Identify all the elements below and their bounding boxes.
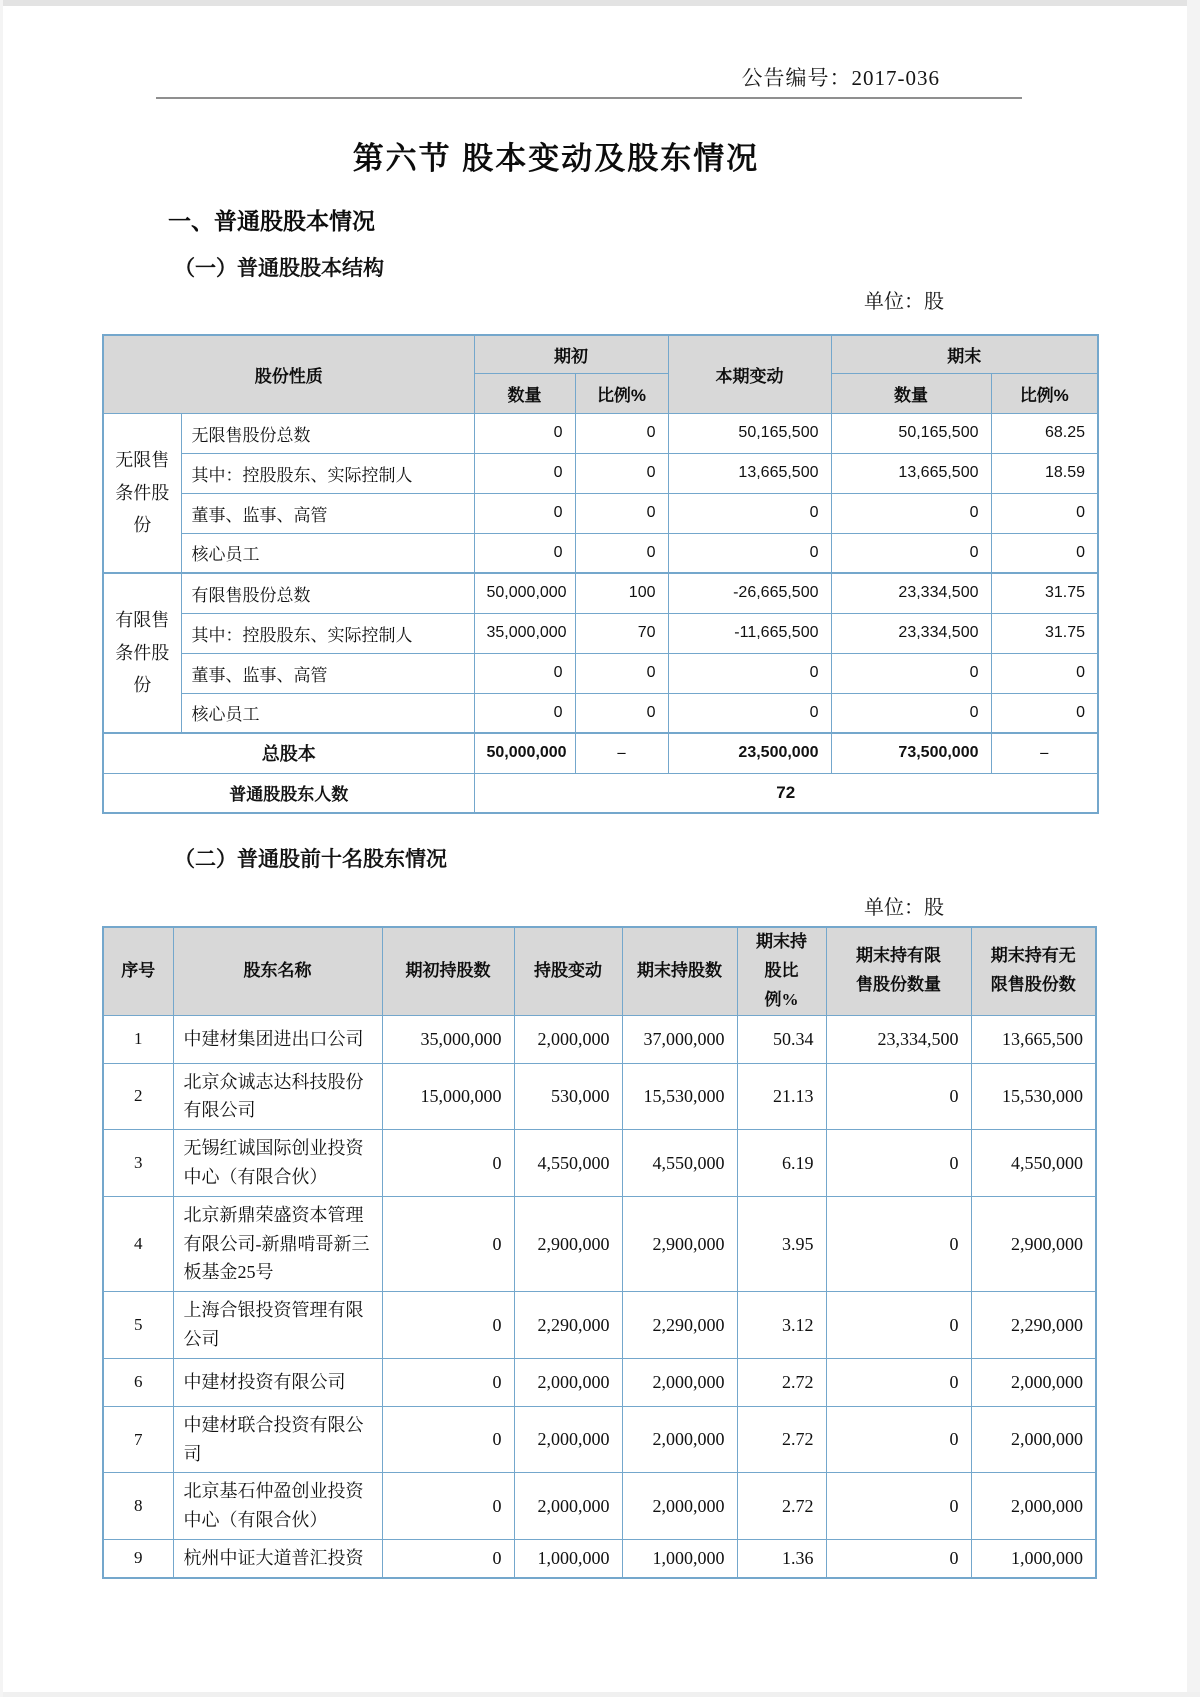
total-capital-row bbox=[103, 733, 1098, 773]
share-structure-table bbox=[102, 334, 1099, 814]
value-cell: 0 bbox=[474, 413, 575, 453]
value-cell: 2,000,000 bbox=[971, 1358, 1096, 1406]
value-cell: 15,530,000 bbox=[622, 1063, 737, 1130]
rank-cell: 8 bbox=[103, 1473, 173, 1540]
value-cell: 0 bbox=[826, 1406, 971, 1473]
value-cell: 0 bbox=[831, 493, 991, 533]
table1-header-row-1 bbox=[103, 335, 1098, 373]
value-cell: 23,334,500 bbox=[831, 613, 991, 653]
share-class-name: 有限售股份总数 bbox=[181, 573, 474, 613]
page-title: 第六节 股本变动及股东情况 bbox=[352, 141, 760, 176]
column-header-quantity: 数量 bbox=[831, 373, 991, 413]
share-structure-row bbox=[103, 573, 1098, 613]
value-cell: 0 bbox=[382, 1473, 514, 1540]
shareholder-name: 中建材投资有限公司 bbox=[173, 1358, 382, 1406]
column-header-period-end: 期末 bbox=[831, 335, 1098, 373]
value-cell: 2,000,000 bbox=[514, 1473, 622, 1540]
value-cell: 50,165,500 bbox=[668, 413, 831, 453]
scan-edge-top bbox=[0, 0, 1200, 6]
value-cell: 21.13 bbox=[737, 1063, 826, 1130]
value-cell: 35,000,000 bbox=[382, 1015, 514, 1063]
value-cell: 4,550,000 bbox=[622, 1130, 737, 1197]
value-cell: 37,000,000 bbox=[622, 1015, 737, 1063]
shareholder-name: 中建材集团进出口公司 bbox=[173, 1015, 382, 1063]
value-cell: 2,000,000 bbox=[514, 1015, 622, 1063]
value-cell: 0 bbox=[668, 653, 831, 693]
value-cell: 0 bbox=[826, 1130, 971, 1197]
share-structure-row bbox=[103, 453, 1098, 493]
value-cell: 0 bbox=[668, 533, 831, 573]
value-cell: 2,290,000 bbox=[971, 1292, 1096, 1359]
scan-edge-left bbox=[0, 0, 3, 1697]
rank-cell: 2 bbox=[103, 1063, 173, 1130]
value-cell: 2,290,000 bbox=[622, 1292, 737, 1359]
column-header-current-change: 本期变动 bbox=[668, 335, 831, 413]
value-cell: 15,530,000 bbox=[971, 1063, 1096, 1130]
value-cell: 0 bbox=[826, 1063, 971, 1130]
value-cell: 0 bbox=[826, 1358, 971, 1406]
column-header: 股东名称 bbox=[173, 927, 382, 1015]
rank-cell: 3 bbox=[103, 1130, 173, 1197]
share-class-name: 董事、监事、高管 bbox=[181, 493, 474, 533]
value-cell: 1,000,000 bbox=[622, 1540, 737, 1578]
value-cell: 0 bbox=[474, 453, 575, 493]
column-header-ratio: 比例% bbox=[991, 373, 1098, 413]
value-cell: 13,665,500 bbox=[668, 453, 831, 493]
shareholder-row bbox=[103, 1540, 1096, 1578]
value-cell: 0 bbox=[991, 693, 1098, 733]
value-cell: 2,900,000 bbox=[622, 1196, 737, 1291]
shareholder-name: 北京新鼎荣盛资本管理有限公司-新鼎啃哥新三板基金25号 bbox=[173, 1196, 382, 1291]
value-cell: 1,000,000 bbox=[971, 1540, 1096, 1578]
value-cell: 0 bbox=[382, 1540, 514, 1578]
shareholder-name: 中建材联合投资有限公司 bbox=[173, 1406, 382, 1473]
value-cell: 3.12 bbox=[737, 1292, 826, 1359]
value-cell: 2,000,000 bbox=[971, 1473, 1096, 1540]
value-cell: 4,550,000 bbox=[971, 1130, 1096, 1197]
value-cell: 23,500,000 bbox=[668, 733, 831, 773]
share-structure-row bbox=[103, 533, 1098, 573]
value-cell: – bbox=[991, 733, 1098, 773]
value-cell: 73,500,000 bbox=[831, 733, 991, 773]
value-cell: 0 bbox=[826, 1473, 971, 1540]
share-class-name: 其中：控股股东、实际控制人 bbox=[181, 613, 474, 653]
value-cell: 0 bbox=[474, 533, 575, 573]
value-cell: 15,000,000 bbox=[382, 1063, 514, 1130]
value-cell: 2,290,000 bbox=[514, 1292, 622, 1359]
value-cell: 0 bbox=[575, 653, 668, 693]
value-cell: 6.19 bbox=[737, 1130, 826, 1197]
value-cell: 2.72 bbox=[737, 1406, 826, 1473]
value-cell: 0 bbox=[474, 493, 575, 533]
shareholder-row bbox=[103, 1292, 1096, 1359]
shareholder-row bbox=[103, 1015, 1096, 1063]
share-structure-row bbox=[103, 413, 1098, 453]
value-cell: 0 bbox=[382, 1130, 514, 1197]
column-header-ratio: 比例% bbox=[575, 373, 668, 413]
share-class-name: 核心员工 bbox=[181, 533, 474, 573]
value-cell: 0 bbox=[382, 1292, 514, 1359]
value-cell: 0 bbox=[668, 493, 831, 533]
value-cell: 35,000,000 bbox=[474, 613, 575, 653]
value-cell: 50,000,000 bbox=[474, 733, 575, 773]
shareholder-name: 杭州中证大道普汇投资 bbox=[173, 1540, 382, 1578]
value-cell: 68.25 bbox=[991, 413, 1098, 453]
rank-cell: 4 bbox=[103, 1196, 173, 1291]
shareholder-row bbox=[103, 1130, 1096, 1197]
header-rule bbox=[156, 97, 1022, 99]
shareholder-count-label: 普通股股东人数 bbox=[103, 773, 474, 813]
value-cell: 2,000,000 bbox=[622, 1358, 737, 1406]
column-header: 期末持有限售股份数量 bbox=[826, 927, 971, 1015]
value-cell: 0 bbox=[991, 533, 1098, 573]
shareholder-row bbox=[103, 1063, 1096, 1130]
share-class-name: 无限售股份总数 bbox=[181, 413, 474, 453]
value-cell: 0 bbox=[991, 493, 1098, 533]
column-header: 期末持股比例% bbox=[737, 927, 826, 1015]
column-header: 期末持有无限售股份数 bbox=[971, 927, 1096, 1015]
shareholder-name: 上海合银投资管理有限公司 bbox=[173, 1292, 382, 1359]
value-cell: 50,000,000 bbox=[474, 573, 575, 613]
shareholder-row bbox=[103, 1406, 1096, 1473]
value-cell: 0 bbox=[474, 693, 575, 733]
column-header: 期末持股数 bbox=[622, 927, 737, 1015]
value-cell: 0 bbox=[382, 1196, 514, 1291]
value-cell: 0 bbox=[575, 413, 668, 453]
value-cell: 2.72 bbox=[737, 1473, 826, 1540]
value-cell: 0 bbox=[668, 693, 831, 733]
share-class-name: 董事、监事、高管 bbox=[181, 653, 474, 693]
value-cell: – bbox=[575, 733, 668, 773]
shareholder-name: 北京基石仲盈创业投资中心（有限合伙） bbox=[173, 1473, 382, 1540]
shareholder-row bbox=[103, 1358, 1096, 1406]
shareholder-name: 无锡红诚国际创业投资中心（有限合伙） bbox=[173, 1130, 382, 1197]
shareholder-count-row bbox=[103, 773, 1098, 813]
share-structure-row bbox=[103, 493, 1098, 533]
value-cell: 0 bbox=[826, 1540, 971, 1578]
share-structure-row bbox=[103, 693, 1098, 733]
share-class-name: 核心员工 bbox=[181, 693, 474, 733]
column-header: 持股变动 bbox=[514, 927, 622, 1015]
column-header-period-begin: 期初 bbox=[474, 335, 668, 373]
value-cell: 4,550,000 bbox=[514, 1130, 622, 1197]
column-header-share-nature: 股份性质 bbox=[103, 335, 474, 413]
value-cell: 0 bbox=[575, 453, 668, 493]
unit-label-1: 单位：股 bbox=[864, 291, 944, 313]
unit-label-2: 单位：股 bbox=[864, 897, 944, 919]
value-cell: 23,334,500 bbox=[831, 573, 991, 613]
value-cell: 100 bbox=[575, 573, 668, 613]
value-cell: 1.36 bbox=[737, 1540, 826, 1578]
value-cell: 2.72 bbox=[737, 1358, 826, 1406]
value-cell: 13,665,500 bbox=[831, 453, 991, 493]
value-cell: 0 bbox=[382, 1406, 514, 1473]
rank-cell: 6 bbox=[103, 1358, 173, 1406]
share-structure-row bbox=[103, 653, 1098, 693]
value-cell: 0 bbox=[991, 653, 1098, 693]
value-cell: 0 bbox=[831, 533, 991, 573]
value-cell: 18.59 bbox=[991, 453, 1098, 493]
top-shareholders-table bbox=[102, 926, 1097, 1579]
value-cell: 31.75 bbox=[991, 613, 1098, 653]
shareholder-count-value: 72 bbox=[474, 773, 1098, 813]
share-group-label: 无限售条件股份 bbox=[103, 413, 181, 573]
value-cell: 0 bbox=[575, 693, 668, 733]
column-header: 序号 bbox=[103, 927, 173, 1015]
value-cell: 31.75 bbox=[991, 573, 1098, 613]
shareholder-row bbox=[103, 1473, 1096, 1540]
rank-cell: 1 bbox=[103, 1015, 173, 1063]
scan-edge-bottom bbox=[0, 1692, 1200, 1697]
section-heading: 一、普通股股本情况 bbox=[168, 208, 375, 234]
value-cell: 0 bbox=[382, 1358, 514, 1406]
value-cell: 530,000 bbox=[514, 1063, 622, 1130]
value-cell: 0 bbox=[826, 1292, 971, 1359]
value-cell: 0 bbox=[826, 1196, 971, 1291]
shareholder-row bbox=[103, 1196, 1096, 1291]
value-cell: 0 bbox=[831, 693, 991, 733]
value-cell: 0 bbox=[474, 653, 575, 693]
value-cell: 2,900,000 bbox=[971, 1196, 1096, 1291]
rank-cell: 9 bbox=[103, 1540, 173, 1578]
table2-header-row bbox=[103, 927, 1096, 1015]
value-cell: 50,165,500 bbox=[831, 413, 991, 453]
value-cell: 70 bbox=[575, 613, 668, 653]
value-cell: -11,665,500 bbox=[668, 613, 831, 653]
shareholder-name: 北京众诚志达科技股份有限公司 bbox=[173, 1063, 382, 1130]
value-cell: 2,000,000 bbox=[514, 1358, 622, 1406]
value-cell: -26,665,500 bbox=[668, 573, 831, 613]
value-cell: 2,000,000 bbox=[514, 1406, 622, 1473]
total-capital-label: 总股本 bbox=[103, 733, 474, 773]
value-cell: 23,334,500 bbox=[826, 1015, 971, 1063]
value-cell: 2,900,000 bbox=[514, 1196, 622, 1291]
value-cell: 50.34 bbox=[737, 1015, 826, 1063]
rank-cell: 5 bbox=[103, 1292, 173, 1359]
subsection1-heading: （一）普通股股本结构 bbox=[174, 256, 384, 280]
value-cell: 2,000,000 bbox=[622, 1406, 737, 1473]
subsection2-heading: （二）普通股前十名股东情况 bbox=[174, 847, 447, 871]
column-header-quantity: 数量 bbox=[474, 373, 575, 413]
value-cell: 3.95 bbox=[737, 1196, 826, 1291]
value-cell: 2,000,000 bbox=[622, 1473, 737, 1540]
column-header: 期初持股数 bbox=[382, 927, 514, 1015]
value-cell: 0 bbox=[575, 493, 668, 533]
announcement-number: 公告编号：2017-036 bbox=[741, 66, 940, 90]
value-cell: 1,000,000 bbox=[514, 1540, 622, 1578]
value-cell: 13,665,500 bbox=[971, 1015, 1096, 1063]
scan-edge-right bbox=[1187, 0, 1200, 1697]
share-structure-row bbox=[103, 613, 1098, 653]
value-cell: 0 bbox=[575, 533, 668, 573]
rank-cell: 7 bbox=[103, 1406, 173, 1473]
share-group-label: 有限售条件股份 bbox=[103, 573, 181, 733]
value-cell: 0 bbox=[831, 653, 991, 693]
value-cell: 2,000,000 bbox=[971, 1406, 1096, 1473]
share-class-name: 其中：控股股东、实际控制人 bbox=[181, 453, 474, 493]
